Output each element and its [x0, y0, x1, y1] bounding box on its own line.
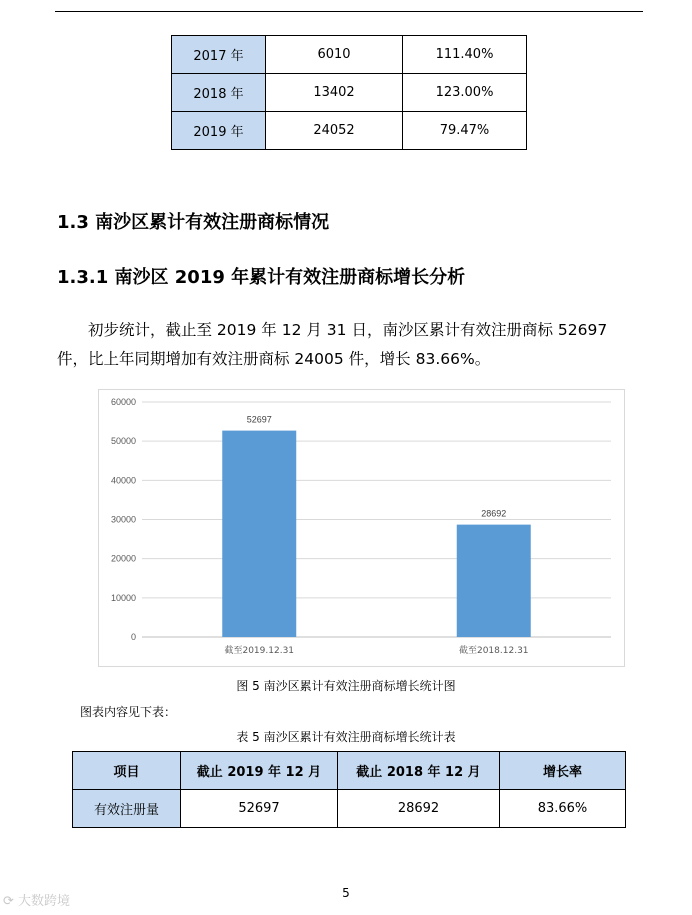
count-cell: 24052	[266, 112, 403, 150]
value-2018-cell: 28692	[338, 790, 500, 828]
growth-cell: 123.00%	[403, 74, 527, 112]
table-caption: 表 5 南沙区累计有效注册商标增长统计表	[236, 730, 456, 744]
growth-cell: 79.47%	[403, 112, 527, 150]
header-2018: 截止 2018 年 12 月	[338, 752, 500, 790]
y-tick-label: 40000	[110, 475, 136, 486]
table-note: 图表内容见下表：	[80, 705, 177, 719]
section-heading: 1.3 南沙区累计有效注册商标情况	[57, 212, 330, 233]
trademark-yearly-table	[171, 35, 527, 150]
body-paragraph	[57, 316, 647, 374]
data-label: 52697	[246, 414, 272, 425]
x-tick-label: 截至2018.12.31	[458, 646, 529, 656]
header-rule	[55, 11, 643, 12]
growth-cell: 111.40%	[403, 36, 527, 74]
data-label: 28692	[481, 508, 507, 519]
y-tick-label: 0	[130, 632, 136, 642]
count-cell: 13402	[266, 74, 403, 112]
bar	[222, 431, 296, 637]
table-row	[172, 112, 527, 150]
paragraph-line: 件，比上年同期增加有效注册商标 24005 件，增长 83.66%。	[57, 350, 491, 368]
paragraph-line: 初步统计，截止至 2019 年 12 月 31 日，南沙区累计有效注册商标 52697	[88, 321, 608, 339]
year-cell: 2019 年	[172, 112, 266, 150]
y-tick-label: 60000	[110, 397, 136, 407]
watermark-icon: ⟳	[3, 894, 14, 909]
header-2019: 截止 2019 年 12 月	[181, 752, 338, 790]
x-tick-label: 截至2019.12.31	[224, 646, 295, 656]
y-tick-label: 50000	[110, 436, 136, 447]
figure-caption: 图 5 南沙区累计有效注册商标增长统计图	[236, 679, 456, 693]
header-item: 项目	[73, 752, 181, 790]
table-header-row	[73, 752, 626, 790]
table-row	[172, 36, 527, 74]
bar	[457, 525, 531, 637]
year-cell: 2018 年	[172, 74, 266, 112]
y-tick-label: 10000	[110, 592, 136, 603]
page-number: 5	[342, 886, 350, 900]
count-cell: 6010	[266, 36, 403, 74]
summary-table	[72, 751, 626, 828]
watermark-text: 大数跨境	[18, 894, 71, 909]
growth-rate-cell: 83.66%	[500, 790, 626, 828]
table-row	[172, 74, 527, 112]
y-tick-label: 30000	[110, 514, 136, 525]
header-growth: 增长率	[500, 752, 626, 790]
bar-chart	[98, 389, 625, 667]
bar-chart-svg	[99, 390, 624, 666]
watermark-logo	[3, 890, 70, 909]
value-2019-cell: 52697	[181, 790, 338, 828]
year-cell: 2017 年	[172, 36, 266, 74]
table-row	[73, 790, 626, 828]
y-tick-label: 20000	[110, 553, 136, 564]
subsection-heading: 1.3.1 南沙区 2019 年累计有效注册商标增长分析	[57, 267, 466, 288]
item-cell: 有效注册量	[73, 790, 181, 828]
